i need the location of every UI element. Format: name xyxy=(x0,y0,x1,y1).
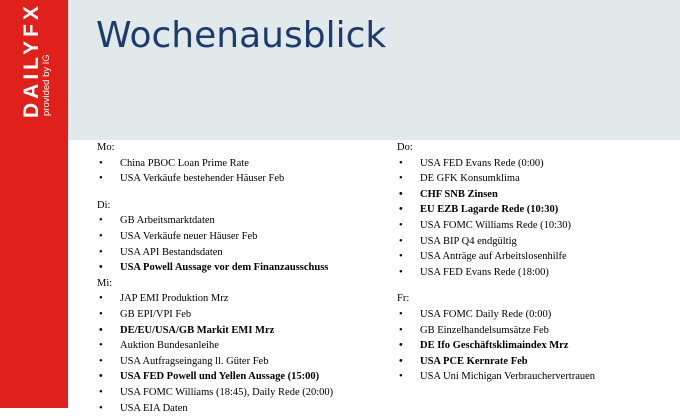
logo-tagline: provided by IG xyxy=(42,54,52,116)
day-label: Mi: xyxy=(97,276,387,292)
section-spacer xyxy=(97,187,387,198)
schedule-column-left xyxy=(97,140,387,416)
day-label: Mo: xyxy=(97,140,387,156)
event-item: • USA Verkäufe bestehender Häuser Feb xyxy=(97,171,387,187)
dailyfx-logo xyxy=(0,0,68,125)
event-item: • CHF SNB Zinsen xyxy=(397,187,677,203)
event-item: • Auktion Bundesanleihe xyxy=(97,338,387,354)
event-item: • DE/EU/USA/GB Markit EMI Mrz xyxy=(97,323,387,339)
day-label: Di: xyxy=(97,198,387,214)
event-item: • GB Arbeitsmarktdaten xyxy=(97,213,387,229)
event-item: • DE GFK Konsumklima xyxy=(397,171,677,187)
day-label: Do: xyxy=(397,140,677,156)
schedule-column-right xyxy=(397,140,677,385)
event-item: • USA PCE Kernrate Feb xyxy=(397,354,677,370)
logo-wordmark: DAILYFX xyxy=(21,2,42,118)
event-item: • USA EIA Daten xyxy=(97,401,387,416)
event-item: • USA Powell Aussage vor dem Finanzausschuss xyxy=(97,260,387,276)
event-item: • USA Verkäufe neuer Häuser Feb xyxy=(97,229,387,245)
event-item: • USA FED Powell und Yellen Aussage (15:00) xyxy=(97,369,387,385)
event-item: • USA Autfragseingang ll. Güter Feb xyxy=(97,354,387,370)
event-item: • USA FOMC Williams (18:45), Daily Rede (20:00) xyxy=(97,385,387,401)
event-item: • JAP EMI Produktion Mrz xyxy=(97,291,387,307)
event-item: • GB EPI/VPI Feb xyxy=(97,307,387,323)
page-title: Wochenausblick xyxy=(96,14,386,58)
brand-sidebar xyxy=(0,0,68,408)
header-banner xyxy=(68,0,680,140)
event-item: • USA Uni Michigan Verbrauchervertrauen xyxy=(397,369,677,385)
event-item: • USA FOMC Williams Rede (10:30) xyxy=(397,218,677,234)
event-item: • China PBOC Loan Prime Rate xyxy=(97,156,387,172)
event-item: • USA FED Evans Rede (18:00) xyxy=(397,265,677,281)
event-item: • GB Einzelhandelsumsätze Feb xyxy=(397,323,677,339)
event-item: • DE Ifo Geschäftsklimaindex Mrz xyxy=(397,338,677,354)
event-item: • USA Anträge auf Arbeitslosenhilfe xyxy=(397,249,677,265)
event-item: • USA BIP Q4 endgültig xyxy=(397,234,677,250)
event-item: • USA API Bestandsdaten xyxy=(97,245,387,261)
event-item: • USA FOMC Daily Rede (0:00) xyxy=(397,307,677,323)
section-spacer xyxy=(397,280,677,291)
event-item: • USA FED Evans Rede (0:00) xyxy=(397,156,677,172)
day-label: Fr: xyxy=(397,291,677,307)
event-item: • EU EZB Lagarde Rede (10:30) xyxy=(397,202,677,218)
